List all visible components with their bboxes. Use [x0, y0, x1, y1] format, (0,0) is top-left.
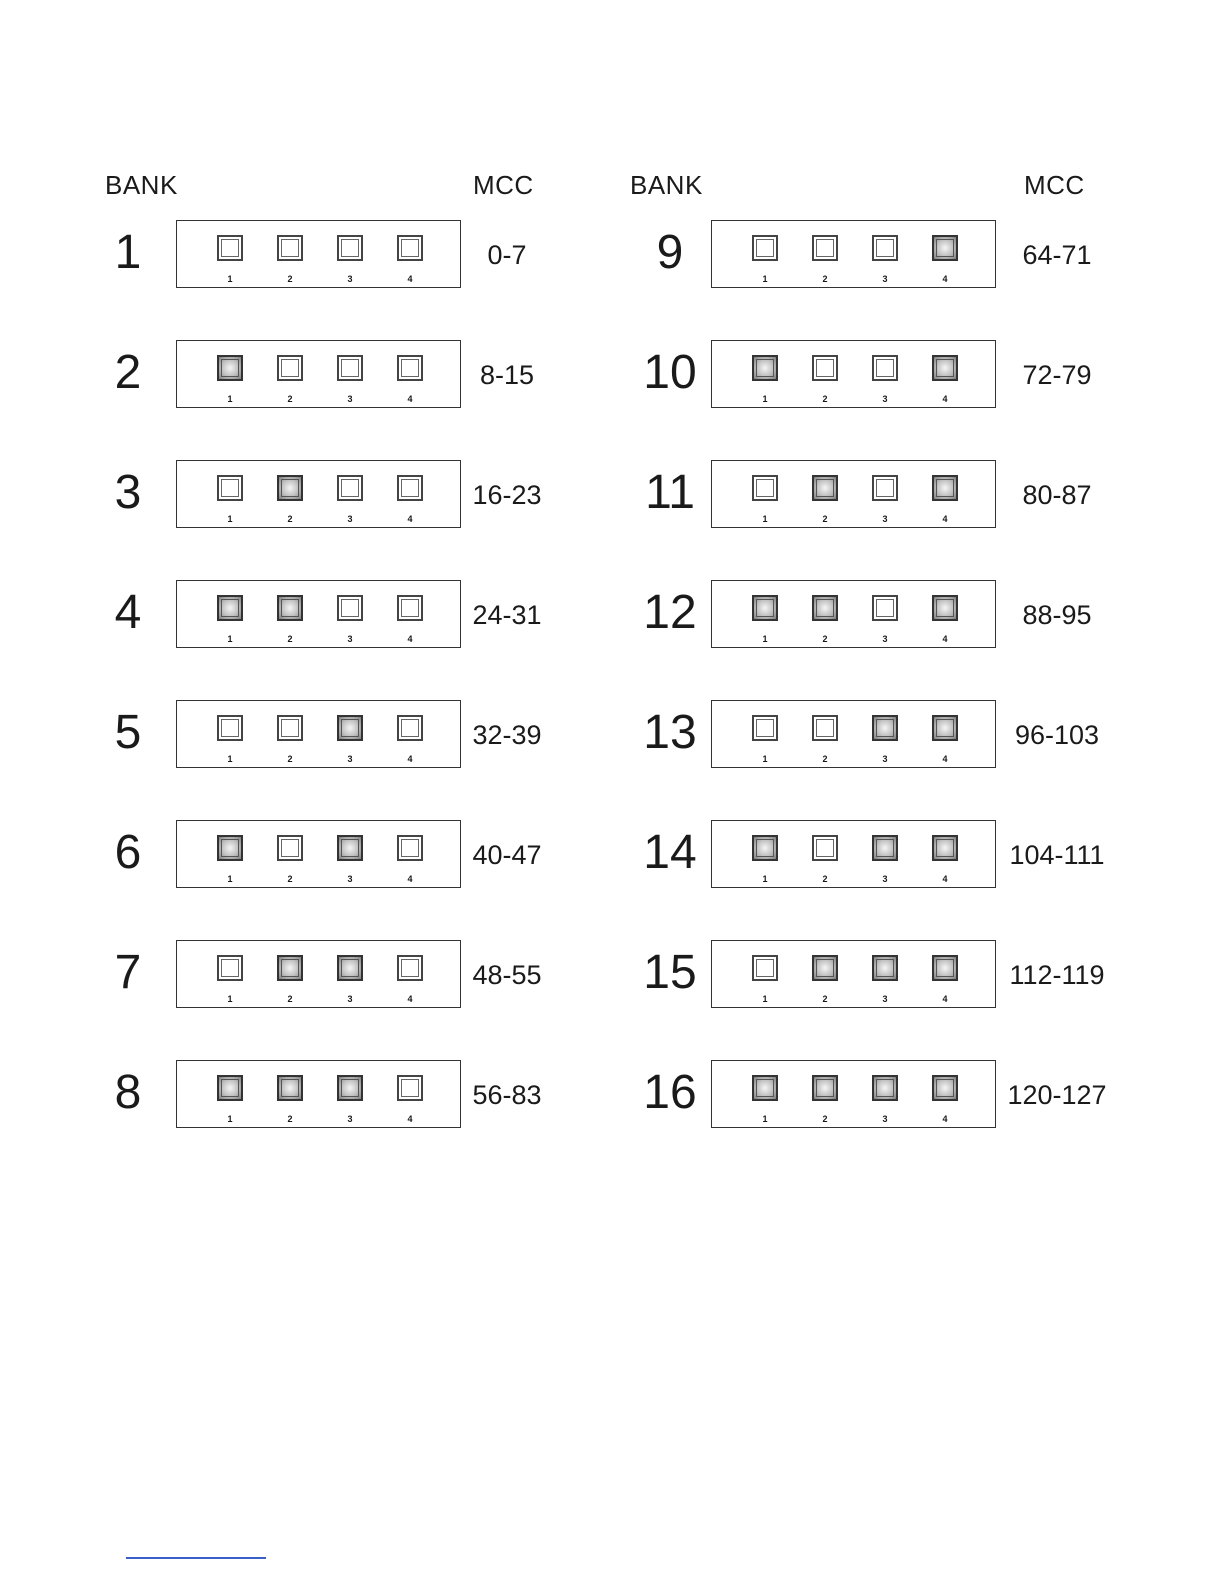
dip-switch-label: 3 [882, 994, 888, 1004]
dip-switch-label: 1 [762, 274, 768, 284]
dip-switch-label: 2 [287, 394, 293, 404]
dip-switch-label: 4 [942, 634, 948, 644]
dip-switch-2-on [812, 955, 838, 981]
dip-switch-label: 4 [942, 274, 948, 284]
bank-number: 1 [114, 226, 142, 279]
mcc-range: 56-83 [472, 1080, 542, 1110]
dip-switch-label: 4 [407, 394, 413, 404]
dip-switch-3-off [872, 595, 898, 621]
dip-switch-1-on [752, 355, 778, 381]
dip-switch-4-on [932, 835, 958, 861]
bank-header: BANK [630, 170, 703, 200]
mcc-range: 40-47 [472, 840, 542, 870]
dip-switch-block [711, 1060, 996, 1128]
dip-switch-label: 2 [287, 994, 293, 1004]
dip-switch-label: 1 [762, 634, 768, 644]
dip-switch-label: 1 [227, 1114, 233, 1124]
dip-switch-label: 4 [942, 754, 948, 764]
dip-switch-label: 4 [407, 874, 413, 884]
dip-switch-4-on [932, 595, 958, 621]
dip-switch-label: 1 [762, 1114, 768, 1124]
dip-switch-1-on [752, 835, 778, 861]
dip-switch-label: 2 [287, 634, 293, 644]
dip-switch-label: 3 [347, 874, 353, 884]
dip-switch-label: 1 [227, 754, 233, 764]
dip-switch-4-on [932, 475, 958, 501]
dip-switch-block [711, 940, 996, 1008]
bank-row [0, 940, 1224, 1010]
dip-switch-block [711, 820, 996, 888]
dip-switch-label: 1 [227, 634, 233, 644]
bank-number: 6 [114, 826, 142, 879]
dip-switch-block [711, 460, 996, 528]
bank-number: 10 [643, 346, 697, 399]
mcc-range: 96-103 [1014, 720, 1100, 750]
dip-switch-label: 1 [227, 514, 233, 524]
dip-switch-block [711, 580, 996, 648]
bank-number: 5 [114, 706, 142, 759]
bank-row [0, 460, 1224, 530]
dip-switch-label: 1 [762, 994, 768, 1004]
dip-switch-label: 4 [407, 754, 413, 764]
bank-row [0, 220, 1224, 290]
dip-switch-1-off [752, 715, 778, 741]
mcc-range: 104-111 [1009, 840, 1105, 870]
bank-row [0, 700, 1224, 770]
dip-switch-label: 3 [882, 874, 888, 884]
dip-switch-2-on [812, 475, 838, 501]
dip-switch-block [711, 220, 996, 288]
dip-switch-label: 1 [762, 514, 768, 524]
dip-switch-4-on [932, 1075, 958, 1101]
bank-row [0, 580, 1224, 650]
dip-switch-label: 3 [882, 1114, 888, 1124]
dip-switch-label: 3 [347, 274, 353, 284]
dip-switch-label: 4 [942, 394, 948, 404]
dip-switch-label: 3 [882, 274, 888, 284]
dip-switch-4-on [932, 955, 958, 981]
dip-switch-block [711, 700, 996, 768]
dip-switch-3-off [872, 355, 898, 381]
dip-switch-block [711, 340, 996, 408]
bank-number: 3 [114, 466, 142, 519]
bank-number: 12 [643, 586, 697, 639]
mcc-range: 112-119 [1009, 960, 1105, 990]
dip-switch-1-off [752, 235, 778, 261]
dip-switch-label: 2 [822, 874, 828, 884]
dip-switch-label: 4 [942, 874, 948, 884]
dip-switch-label: 3 [347, 394, 353, 404]
dip-switch-1-on [752, 595, 778, 621]
dip-switch-label: 1 [762, 754, 768, 764]
footer-rule [126, 1557, 266, 1559]
dip-switch-label: 2 [287, 754, 293, 764]
dip-switch-label: 1 [762, 874, 768, 884]
dip-switch-label: 3 [882, 394, 888, 404]
dip-switch-4-on [932, 355, 958, 381]
dip-switch-label: 2 [822, 634, 828, 644]
dip-switch-label: 4 [407, 994, 413, 1004]
dip-switch-label: 4 [942, 1114, 948, 1124]
bank-table-right [0, 170, 1107, 1150]
dip-switch-label: 4 [942, 994, 948, 1004]
mcc-range: 0-7 [487, 240, 527, 270]
dip-switch-label: 2 [287, 274, 293, 284]
dip-switch-2-on [812, 1075, 838, 1101]
dip-switch-label: 2 [822, 514, 828, 524]
dip-switch-label: 4 [407, 274, 413, 284]
bank-row [0, 820, 1224, 890]
mcc-range: 72-79 [1022, 360, 1092, 390]
dip-switch-label: 1 [227, 994, 233, 1004]
bank-number: 15 [643, 946, 697, 999]
dip-switch-label: 3 [347, 634, 353, 644]
dip-switch-2-off [812, 835, 838, 861]
mcc-range: 88-95 [1022, 600, 1092, 630]
bank-header: BANK [105, 170, 178, 200]
dip-switch-label: 4 [407, 1114, 413, 1124]
dip-switch-3-on [872, 955, 898, 981]
dip-switch-label: 4 [407, 634, 413, 644]
dip-switch-label: 1 [227, 874, 233, 884]
dip-switch-label: 3 [882, 754, 888, 764]
bank-number: 2 [114, 346, 142, 399]
bank-number: 9 [656, 226, 684, 279]
dip-switch-label: 1 [227, 394, 233, 404]
bank-number: 14 [643, 826, 697, 879]
dip-switch-3-off [872, 235, 898, 261]
dip-switch-label: 2 [822, 994, 828, 1004]
mcc-range: 48-55 [472, 960, 542, 990]
bank-number: 13 [643, 706, 697, 759]
bank-number: 8 [114, 1066, 142, 1119]
dip-switch-label: 3 [347, 754, 353, 764]
dip-switch-label: 2 [287, 874, 293, 884]
dip-switch-2-off [812, 355, 838, 381]
mcc-range: 16-23 [472, 480, 542, 510]
dip-switch-4-on [932, 235, 958, 261]
mcc-range: 24-31 [472, 600, 542, 630]
mcc-range: 120-127 [1007, 1080, 1107, 1110]
bank-number: 7 [114, 946, 142, 999]
dip-switch-label: 3 [347, 994, 353, 1004]
dip-switch-label: 2 [822, 274, 828, 284]
dip-switch-4-on [932, 715, 958, 741]
dip-switch-label: 2 [287, 514, 293, 524]
dip-switch-3-on [872, 1075, 898, 1101]
mcc-range: 80-87 [1022, 480, 1092, 510]
bank-row [0, 340, 1224, 410]
bank-row [0, 1060, 1224, 1130]
dip-switch-2-off [812, 715, 838, 741]
dip-switch-2-off [812, 235, 838, 261]
dip-switch-label: 1 [762, 394, 768, 404]
dip-switch-1-on [752, 1075, 778, 1101]
mcc-range: 8-15 [479, 360, 535, 390]
bank-number: 4 [114, 586, 142, 639]
bank-number: 11 [645, 466, 695, 519]
dip-switch-label: 3 [882, 514, 888, 524]
dip-switch-2-on [812, 595, 838, 621]
dip-switch-label: 4 [942, 514, 948, 524]
dip-switch-label: 2 [287, 1114, 293, 1124]
bank-number: 16 [643, 1066, 697, 1119]
dip-switch-label: 3 [347, 514, 353, 524]
dip-switch-3-off [872, 475, 898, 501]
mcc-range: 64-71 [1022, 240, 1092, 270]
dip-switch-label: 4 [407, 514, 413, 524]
dip-switch-label: 3 [347, 1114, 353, 1124]
mcc-header: MCC [473, 170, 534, 200]
dip-switch-label: 2 [822, 394, 828, 404]
dip-switch-3-on [872, 715, 898, 741]
dip-switch-3-on [872, 835, 898, 861]
dip-switch-1-off [752, 475, 778, 501]
mcc-range: 32-39 [472, 720, 542, 750]
dip-switch-label: 1 [227, 274, 233, 284]
dip-switch-label: 2 [822, 754, 828, 764]
mcc-header: MCC [1024, 170, 1085, 200]
dip-switch-1-off [752, 955, 778, 981]
dip-switch-label: 2 [822, 1114, 828, 1124]
dip-switch-label: 3 [882, 634, 888, 644]
